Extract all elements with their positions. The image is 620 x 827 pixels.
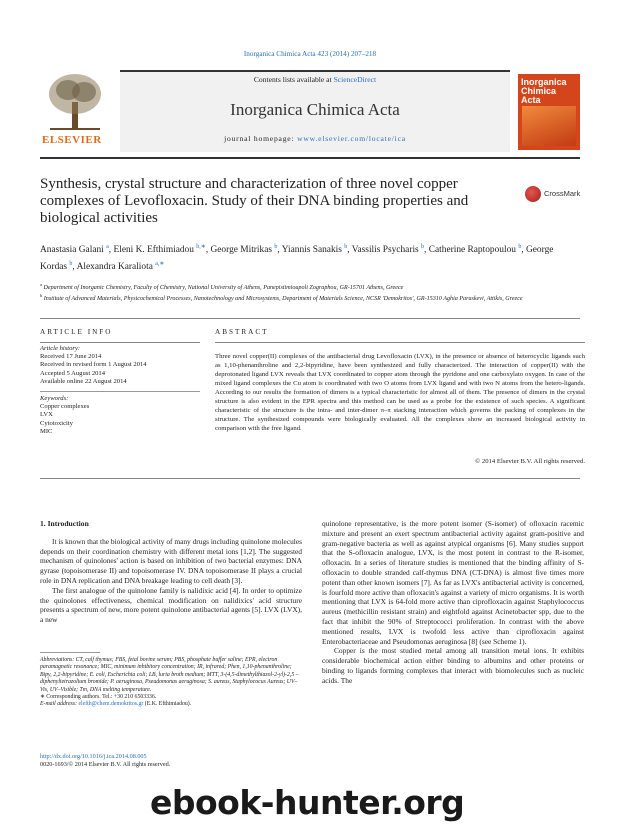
crossmark-label: CrossMark [544, 189, 581, 198]
contents-prefix: Contents lists available at [253, 75, 334, 84]
section-title: 1. Introduction [40, 519, 89, 528]
author-affiliation-marker[interactable]: b,∗ [196, 244, 206, 250]
journal-cover[interactable] [518, 74, 580, 150]
author-name: George Kordas [40, 245, 554, 273]
doi-link[interactable]: http://dx.doi.org/10.1016/j.ica.2014.08.005 [40, 753, 147, 760]
abstract-copyright: © 2014 Elsevier B.V. All rights reserved. [475, 458, 585, 465]
author: Vassilis Psycharis $^b$, [351, 244, 429, 256]
author-name: Yiannis Sanakis [281, 245, 342, 256]
watermark-text: ebook-hunter.org [150, 783, 465, 822]
author-name: Catherine Raptopoulou [428, 245, 516, 256]
email-owner: (E.K. Efthimiadou). [143, 701, 192, 708]
keyword: Copper complexes [40, 403, 90, 411]
sciencedirect-link[interactable]: ScienceDirect [333, 75, 377, 84]
article-info-separator [40, 391, 200, 392]
corresponding-author-note: ∗ Corresponding authors. Tel.: +30 210 6503336. [40, 694, 157, 701]
elsevier-wordmark: ELSEVIER [42, 134, 102, 146]
author-name: Alexandra Karaliota [76, 262, 153, 273]
affiliations [40, 281, 580, 304]
footnote-rule [40, 652, 100, 653]
author: Yiannis Sanakis $^b$, [281, 244, 352, 256]
author-affiliation-marker[interactable]: b [518, 244, 522, 250]
author-affiliation-marker[interactable]: b [421, 244, 425, 250]
email-line [40, 701, 302, 708]
article-identifiers [40, 753, 302, 769]
affiliation-b [40, 292, 580, 303]
watermark [150, 783, 620, 827]
abstract-bottom-divider [40, 478, 580, 479]
footnotes [40, 652, 302, 709]
journal-citation[interactable]: Inorganica Chimica Acta 423 (2014) 207–218 [243, 50, 377, 58]
history-accepted: Accepted 5 August 2014 [40, 369, 106, 377]
intro-left-column [40, 519, 302, 625]
author: Eleni K. Efthimiadou $^{b,∗}$, [113, 244, 211, 256]
email-link[interactable]: elefth@chem.demokritos.gr [78, 701, 144, 708]
cover-artwork [522, 106, 576, 146]
abbreviations-footnote: Abbreviations: CT, calf thymus; FBS, fetal bovine serum; PBS, phosphate buffer saline; EPR, electron paramagnetic resonance; MIC, minimum inhibitory concentration; IR, infrared; Phen, 1,10-phenanthroline; Bipy, 2,2-bipyridine; E. coli, Escherichia coli; LB, luria broth medium; MTT, 3-(4,5-dimethylthiazol-2-yl)-2,5 – diphenyltetrazolium bromide; P. aeruginosa, Pseudomonas aeruginosa; S. aureus, Staphylococus Aureus; UV–Vis, UV–Visible; Tm, DNA melting temperature. [40, 657, 299, 693]
author [77, 262, 165, 272]
homepage-prefix: journal homepage: [224, 134, 298, 143]
contents-line [120, 75, 510, 84]
author-affiliation-marker[interactable]: a [106, 244, 109, 250]
abstract-rule [215, 342, 585, 343]
author: George Mitrikas $^b$, [210, 244, 282, 256]
history-label: Article history: [40, 345, 81, 352]
article-info [40, 345, 200, 436]
affiliation-a [40, 281, 580, 292]
author-name: Anastasia Galani [40, 245, 104, 256]
article-title: Synthesis, crystal structure and characterization of three novel copper complexes of Levofloxacin. Study of their DNA binding properties and biological activities [40, 176, 469, 226]
masthead [120, 70, 510, 152]
article-info-rule [40, 342, 200, 343]
author-affiliation-marker[interactable]: b [274, 244, 278, 250]
author-affiliation-marker[interactable]: b [69, 261, 73, 268]
cover-title: Inorganica Chimica Acta [521, 77, 567, 105]
affiliation-text: Institute of Advanced Materials, Physicochemical Processes, Nanotechnology and Microsystems, Department of Materials Science, NCSR 'Demokritos', GR-15310 Aghia Paraskevi, Attikis, Greece [43, 296, 523, 303]
journal-name: Inorganica Chimica Acta [230, 100, 400, 119]
author-name: Vassilis Psycharis [351, 245, 419, 256]
author-affiliation-marker[interactable]: b [344, 244, 348, 250]
homepage-link[interactable]: www.elsevier.com/locate/ica [297, 134, 406, 143]
intro-paragraph: Copper is the most studied metal among all transition metal ions. It exhibits considerable biochemical action either binding to albumins and other proteins or binding to ligands forming complexes that interact with biomolecules such as nucleic acids. The [322, 646, 584, 685]
author: Anastasia Galani $^a$, [40, 244, 114, 256]
intro-right-column [322, 519, 584, 686]
crossmark-badge[interactable] [525, 186, 595, 206]
issn-line: 0020-1693/© 2014 Elsevier B.V. All rights reserved. [40, 761, 171, 768]
author-list [40, 240, 580, 274]
keywords-label: Keywords: [40, 395, 69, 403]
journal-header [40, 70, 580, 152]
article-info-heading: ARTICLE INFO [40, 328, 113, 336]
affiliation-marker: b [40, 293, 43, 299]
keyword: MIC [40, 427, 53, 435]
author-name: George Mitrikas [210, 245, 273, 256]
history-online: Available online 22 August 2014 [40, 377, 127, 385]
author: Catherine Raptopoulou $^b$, [428, 244, 526, 256]
author-name: Eleni K. Efthimiadou [113, 245, 194, 256]
abstract-text: Three novel copper(II) complexes of the antibacterial drug Levofloxacin (LVX), in the presence or absence of heterocyclic ligands such as 1,10-phenanthroline and 2,2-bipyridine, have been synthesized and fully characterized. The interaction of copper(II) with the deprotonated ligand LVX reveals that LVX coordinated to copper atom through the pyridone and one carboxylato oxygen. In case of the mixed ligand complexes the Cu atom is coordinated with two O atoms from LVX ligand and with two N atoms from the hetero-ligands. According to our results the formation of dimers is a typical characteristic for almost all of them. The presence of dimers in the crystal structure is also evident in the EPR spectra and this method can be used as a probe for the existence of such species. A significant characteristic of the structure is the intra- and inter-dimer π–π stacking interaction which governs the packing of complexes in the structure. The synthesized compounds were biologically evaluated. All the complexes show an increased biological activity in comparison with the free ligand. [215, 353, 585, 432]
affiliation-text: Department of Inorganic Chemistry, Faculty of Chemistry, National University of Athens, Panepistimioupoli Zographou, GR-15701 Athens, Greece [43, 285, 404, 292]
intro-paragraph: The first analogue of the quinolone family is nalidixic acid [4]. In order to optimize the quinolones effectiveness, chemical modification on nalidixics' acid structure presents a spectrum of new, more potent quinolone antibacterial agents [5]. LVX (LVX), a new [40, 585, 302, 625]
intro-paragraph: quinolone representative, is the more potent isomer (S-isomer) of ofloxacin racemic mixture and present an exert spectrum antibacterial activity against gram-positive and gram-negative bacteria as well as against atypical organisms [6]. Many studies support that the S-ofloxacin analogue, LVX, is the most potent in contrast to the R-isomer, ofloxacin. In a series of literature studies is mentioned that the binding affinity of S-ofloxacin to double stranded calf-thymus DNA (CT-DNA) is almost five times more potent than other known isomers [7]. As far as LVX's antibacterial activity is concerned, is fourfold more active than ofloxacin's against a variety of micro organisms. It is worth mentioning that LVX is 64-fold more active than ciprofloxacin against Staphylococcus aureus (methicillin resistant strain) and eightfold against Acinetobacter spp, due to the fact that inhibit the 90% of Streptococci proliferation. In contrast with the above mentioned results, LVX is twofold less active than ciprofloxacin against Enterobacteriaceae and Pseudomonas aeruginosa [8] (see Scheme 1). [322, 519, 584, 646]
crossmark-icon [525, 186, 541, 202]
header-divider [40, 157, 580, 159]
elsevier-logo [40, 70, 110, 150]
journal-homepage [120, 134, 510, 143]
keyword: LVX [40, 411, 53, 419]
elsevier-tree-icon [46, 72, 104, 132]
affiliation-marker: a [40, 282, 42, 287]
author-affiliation-marker[interactable]: a,∗ [155, 261, 165, 268]
author: George Kordas $^b$, [40, 245, 554, 273]
intro-paragraph: It is known that the biological activity of many drugs including quinolone molecules depends on their coordination chemistry with different metal ions [1,2]. The suggested mechanism of quinolones' action is based on inhibition of two bacterial enzymes: DNA gyrase (topoisomerase II) and topoisomerase IV. DNA topoisomerase II plays a crucial role in DNA replication and DNA breakage leading to cell death [3]. [40, 536, 303, 585]
history-revised: Received in revised form 1 August 2014 [40, 361, 147, 369]
abstract-heading: ABSTRACT [215, 328, 269, 336]
history-received: Received 17 June 2014 [40, 353, 102, 361]
front-matter-divider [40, 318, 580, 319]
email-label: E-mail address: [40, 701, 79, 708]
keyword: Cytotoxicity [40, 419, 73, 427]
